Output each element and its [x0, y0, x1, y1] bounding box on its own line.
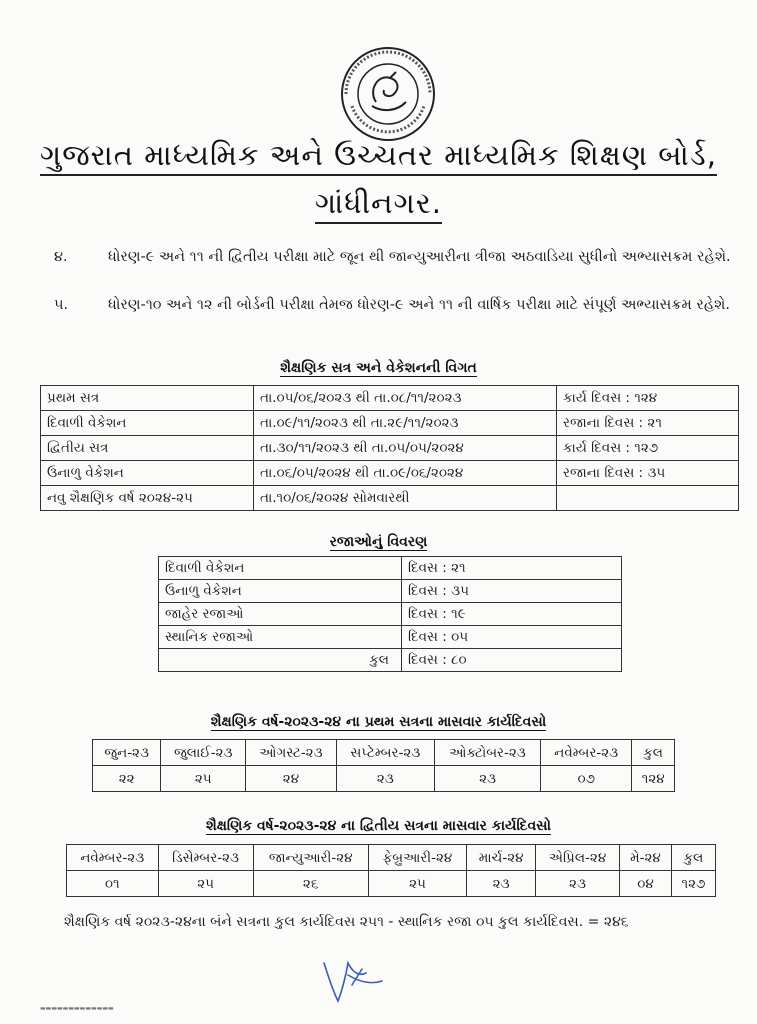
term2-section-title — [0, 818, 757, 834]
month-days: ૦૭ — [541, 766, 632, 792]
session-name: નવુ શૈક્ષણિક વર્ષ ૨૦૨૪-૨૫ — [41, 486, 254, 511]
holiday-days: દિવસ : ૦૫ — [402, 626, 622, 649]
point-5-text: ધોરણ-૧૦ અને ૧૨ ની બોર્ડની પરીક્ષા તેમજ ધોરણ-૯ અને ૧૧ ની વાર્ષિક પરીક્ષા માટે સંપૂર્ણ અભ્યાસક્રમ રહેશે. — [108, 297, 730, 313]
table-header-row — [93, 740, 675, 766]
month-header: જાન્યુઆરી-૨૪ — [253, 845, 368, 871]
total-header: કુલ — [632, 740, 675, 766]
total-days: ૧૨૪ — [632, 766, 675, 792]
month-header: ઓગસ્ટ-૨૩ — [246, 740, 337, 766]
month-header: મે-૨૪ — [619, 845, 671, 871]
month-days: ૦૪ — [619, 871, 671, 897]
session-name: ઉનાળુ વેકેશન — [41, 461, 254, 486]
month-header: ઓક્ટોબર-૨૩ — [434, 740, 540, 766]
session-name: દિવાળી વેકેશન — [41, 411, 254, 436]
term2-workdays-table — [66, 844, 716, 897]
month-days: ૨૩ — [467, 871, 536, 897]
month-days: ૨૪ — [246, 766, 337, 792]
table-row — [159, 626, 622, 649]
session-name: દ્વિતીય સત્ર — [41, 436, 254, 461]
month-header: ડિસેમ્બર-૨૩ — [158, 845, 253, 871]
month-header: એપ્રિલ-૨૪ — [536, 845, 620, 871]
board-city-text: ગાંધીનગર. — [315, 186, 442, 224]
board-title-text: ગુજરાત માધ્યમિક અને ઉચ્ચતર માધ્યમિક શિક્ષણ બોર્ડ, — [40, 138, 717, 176]
table-row — [159, 580, 622, 603]
month-days: ૨૫ — [158, 871, 253, 897]
month-header: સપ્ટેમ્બર-૨૩ — [336, 740, 434, 766]
table-row — [41, 486, 739, 511]
month-days: ૨૬ — [253, 871, 368, 897]
month-days: ૨૩ — [536, 871, 620, 897]
signature-mark — [318, 955, 388, 1005]
month-header: માર્ચ-૨૪ — [467, 845, 536, 871]
point-5-number: ૫. — [54, 297, 69, 313]
table-header-row — [67, 845, 716, 871]
month-header: જુલાઈ-૨૩ — [161, 740, 246, 766]
session-dates: તા.૦૬/૦૫/૨૦૨૪ થી તા.૦૯/૦૬/૨૦૨૪ — [254, 461, 557, 486]
table-row — [41, 461, 739, 486]
table-row — [67, 871, 716, 897]
footer-fine-print: ▬▬▬▬▬▬▬▬▬▬▬▬▬ — [40, 1005, 114, 1012]
board-seal-logo — [338, 44, 438, 144]
session-days: રજાના દિવસ : ૨૧ — [557, 411, 739, 436]
board-city-title — [0, 186, 757, 221]
session-dates: તા.૩૦/૧૧/૨૦૨૩ થી તા.૦૫/૦૫/૨૦૨૪ — [254, 436, 557, 461]
month-days: ૨૫ — [161, 766, 246, 792]
session-dates: તા.૧૦/૦૬/૨૦૨૪ સોમવારથી — [254, 486, 557, 511]
term1-section-title-text: શૈક્ષણિક વર્ષ-૨૦૨૩-૨૪ ના પ્રથમ સત્રના માસવાર કાર્યદિવસો — [210, 714, 547, 730]
workdays-summary: શૈક્ષણિક વર્ષ ૨૦૨૩-૨૪ના બંને સત્રના કુલ કાર્યદિવસ ૨૫૧ - સ્થાનિક રજા ૦૫ કુલ કાર્યદિવસ. = ૨૪૬ — [64, 914, 629, 930]
month-header: નવેમ્બર-૨૩ — [541, 740, 632, 766]
session-days: કાર્ય દિવસ : ૧૨૭ — [557, 436, 739, 461]
session-dates: તા.૦૫/૦૬/૨૦૨૩ થી તા.૦૮/૧૧/૨૦૨૩ — [254, 386, 557, 411]
month-days: ૨૩ — [434, 766, 540, 792]
total-header: કુલ — [671, 845, 715, 871]
session-section-title-text: શૈક્ષણિક સત્ર અને વેકેશનની વિગત — [280, 360, 477, 376]
session-dates: તા.૦૯/૧૧/૨૦૨૩ થી તા.૨૯/૧૧/૨૦૨૩ — [254, 411, 557, 436]
holiday-name: દિવાળી વેકેશન — [159, 557, 402, 580]
total-days: ૧૨૭ — [671, 871, 715, 897]
holiday-section-title-text: રજાઓનું વિવરણ — [329, 534, 428, 550]
holiday-name: સ્થાનિક રજાઓ — [159, 626, 402, 649]
table-row — [159, 649, 622, 672]
holiday-section-title — [0, 534, 757, 550]
holiday-days: દિવસ : ૨૧ — [402, 557, 622, 580]
month-days: ૨૩ — [336, 766, 434, 792]
month-header: નવેમ્બર-૨૩ — [67, 845, 159, 871]
holiday-name: જાહેર રજાઓ — [159, 603, 402, 626]
table-row — [41, 411, 739, 436]
holiday-table — [158, 556, 622, 672]
term1-workdays-table — [92, 739, 675, 792]
month-days: ૨૨ — [93, 766, 161, 792]
table-row — [41, 436, 739, 461]
table-row — [93, 766, 675, 792]
holiday-total-label: કુલ — [159, 649, 402, 672]
session-section-title — [0, 360, 757, 376]
table-row — [41, 386, 739, 411]
point-4-text: ધોરણ-૯ અને ૧૧ ની દ્વિતીય પરીક્ષા માટે જૂન થી જાન્યુઆરીના ત્રીજા અઠવાડિયા સુધીનો અભ્યાસક્રમ રહેશે. — [108, 249, 731, 265]
board-title — [0, 138, 757, 173]
holiday-total-days: દિવસ : ૮૦ — [402, 649, 622, 672]
point-5 — [54, 290, 754, 350]
session-days — [557, 486, 739, 511]
session-table — [40, 385, 739, 511]
month-days: ૨૫ — [368, 871, 466, 897]
holiday-days: દિવસ : ૧૯ — [402, 603, 622, 626]
holiday-days: દિવસ : ૩૫ — [402, 580, 622, 603]
holiday-name: ઉનાળુ વેકેશન — [159, 580, 402, 603]
term1-section-title — [0, 714, 757, 730]
table-row — [159, 603, 622, 626]
session-name: પ્રથમ સત્ર — [41, 386, 254, 411]
month-days: ૦૧ — [67, 871, 159, 897]
point-4-number: ૪. — [54, 249, 68, 265]
table-row — [159, 557, 622, 580]
month-header: ફેબ્રુઆરી-૨૪ — [368, 845, 466, 871]
month-header: જુન-૨૩ — [93, 740, 161, 766]
session-days: રજાના દિવસ : ૩૫ — [557, 461, 739, 486]
term2-section-title-text: શૈક્ષણિક વર્ષ-૨૦૨૩-૨૪ ના દ્વિતીય સત્રના માસવાર કાર્યદિવસો — [205, 818, 552, 834]
session-days: કાર્ય દિવસ : ૧૨૪ — [557, 386, 739, 411]
